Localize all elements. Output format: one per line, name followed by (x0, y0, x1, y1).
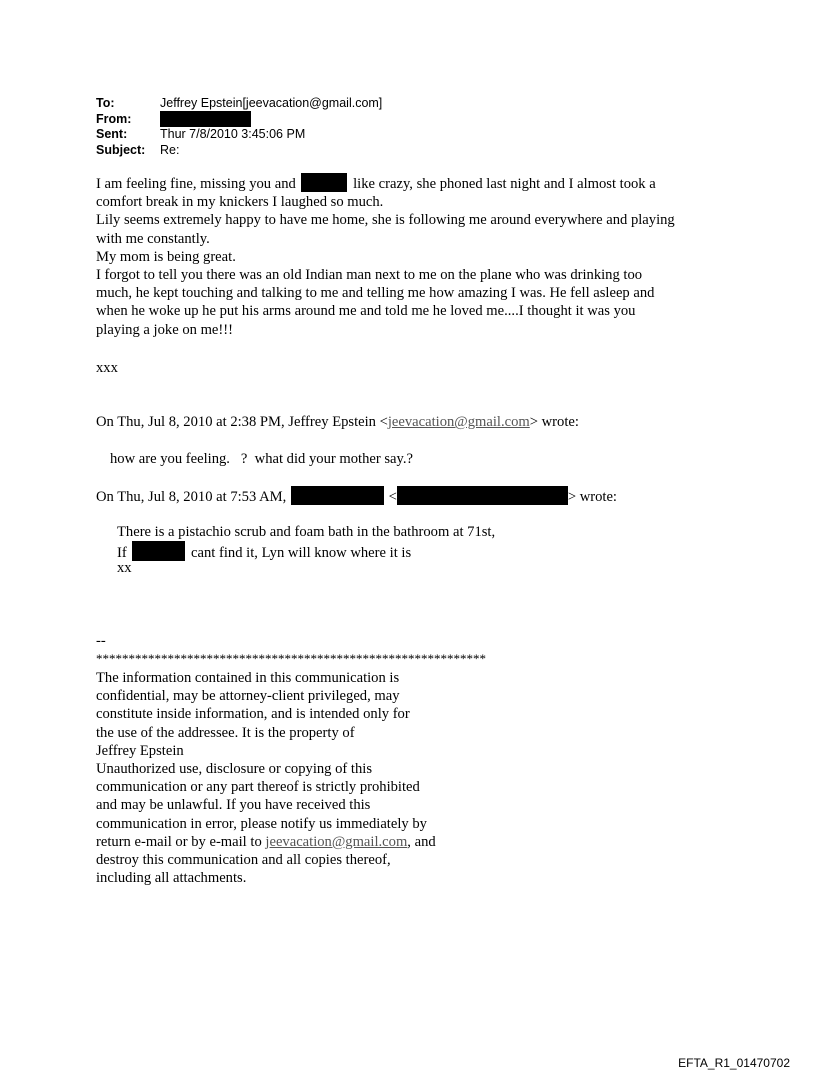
disclaimer-line: Unauthorized use, disclosure or copying of this (96, 761, 373, 778)
header-from-row (96, 112, 382, 128)
message-text: I am feeling fine, missing you and (96, 176, 296, 192)
message-line: I forgot to tell you there was an old Indian man next to me on the plane who was drinking too (96, 267, 643, 284)
disclaimer-line: Jeffrey Epstein (96, 742, 184, 759)
disclaimer-line: the use of the addressee. It is the property of (96, 724, 355, 741)
quote-2-suffix: > wrote: (567, 489, 617, 505)
quote-1-prefix: On Thu, Jul 8, 2010 at 2:38 PM, Jeffrey Epstein < (96, 414, 388, 430)
message-line: playing a joke on me!!! (96, 321, 233, 338)
message-line: much, he kept touching and talking to me and telling me how amazing I was. He fell asleep and (96, 285, 655, 302)
redaction-box (291, 486, 384, 505)
disclaimer-line: destroy this communication and all copies thereof, (96, 852, 391, 869)
quote-2-text: cant find it, Lyn will know where it is (191, 545, 412, 561)
quote-2-line: There is a pistachio scrub and foam bath in the bathroom at 71st, (117, 524, 496, 540)
subject-value: Re: (160, 142, 180, 157)
disclaimer-line (96, 833, 516, 851)
message-line: when he woke up he put his arms around me and told me he loved me....I thought it was you (96, 303, 636, 320)
disclaimer-line: confidential, may be attorney-client privileged, may (96, 688, 400, 705)
email-header (96, 96, 382, 158)
disclaimer-line: The information contained in this communication is (96, 670, 400, 686)
disclaimer-text: return e-mail or by e-mail to (96, 833, 262, 850)
to-value: Jeffrey Epstein[jeevacation@gmail.com] (160, 96, 383, 110)
message-line: comfort break in my knickers I laughed so much. (96, 194, 384, 211)
message-line: My mom is being great. (96, 248, 236, 265)
quote-1-header (96, 413, 579, 431)
quote-1-text: how are you feeling. ? what did your mother say.? (110, 451, 413, 467)
separator-dashes: -- (96, 633, 106, 649)
redaction-box (132, 541, 185, 561)
disclaimer-line: and may be unlawful. If you have received this (96, 797, 371, 814)
header-sent-row (96, 127, 382, 143)
quote-2-line (117, 541, 411, 562)
sent-value: Thur 7/8/2010 3:45:06 PM (160, 127, 306, 141)
subject-label: Subject: (96, 142, 146, 157)
disclaimer-text: , and (407, 833, 436, 850)
from-label: From: (96, 111, 132, 126)
quote-2-lt: < (388, 489, 397, 505)
redaction-box (160, 111, 251, 127)
redaction-box (301, 173, 347, 192)
email-link[interactable]: jeevacation@gmail.com (265, 833, 408, 850)
message-body (96, 173, 736, 339)
disclaimer-line: communication or any part thereof is strictly prohibited (96, 779, 420, 796)
quote-2-line: xx (117, 560, 132, 576)
email-link[interactable]: jeevacation@gmail.com (387, 414, 530, 430)
quote-1-suffix: > wrote: (529, 414, 579, 430)
redaction-box (397, 486, 568, 505)
disclaimer-block (96, 669, 516, 887)
header-to-row (96, 96, 382, 112)
sent-label: Sent: (96, 127, 128, 141)
header-subject-row (96, 143, 382, 159)
signoff: xxx (96, 360, 118, 376)
quote-2-prefix: On Thu, Jul 8, 2010 at 7:53 AM, (96, 489, 287, 505)
message-line: Lily seems extremely happy to have me home, she is following me around everywhere and playing (96, 212, 675, 229)
quote-2-header (96, 486, 617, 506)
disclaimer-line: including all attachments. (96, 870, 247, 887)
quote-2-text: If (117, 545, 127, 561)
document-id: EFTA_R1_01470702 (678, 1056, 790, 1070)
message-line (96, 173, 736, 193)
to-label: To: (96, 96, 115, 110)
message-text: like crazy, she phoned last night and I almost took a (353, 176, 656, 192)
disclaimer-line: constitute inside information, and is intended only for (96, 706, 410, 723)
disclaimer-line: communication in error, please notify us immediately by (96, 815, 427, 832)
message-line: with me constantly. (96, 230, 210, 247)
separator-stars: ************************************************************ (96, 651, 486, 666)
